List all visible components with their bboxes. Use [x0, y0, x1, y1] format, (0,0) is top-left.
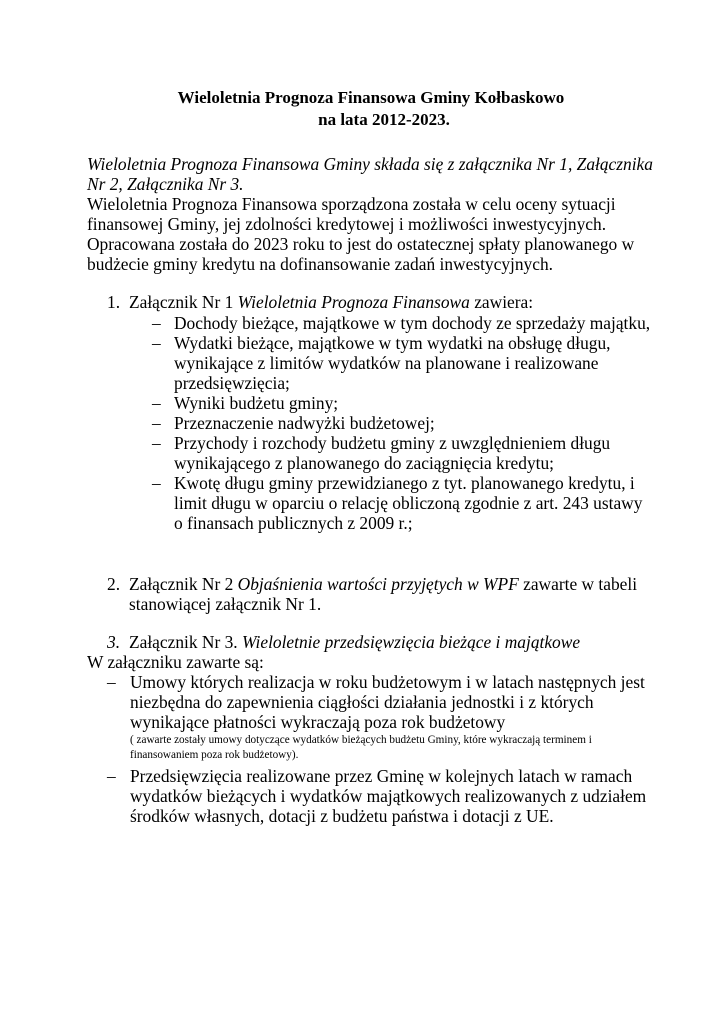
item-number: 2. — [107, 574, 121, 594]
dash-bullet: – — [107, 672, 116, 692]
list-item-text: Umowy których realizacja w roku budżetowym i w latach następnych jest niezbędna do zapewnienia ciągłości działania jednostki i z których wynikające płatności wykraczają poza rok budżetowy — [130, 672, 645, 732]
dash-bullet: – — [152, 433, 161, 453]
list-item — [152, 433, 652, 473]
list-item-text: Wyniki budżetu gminy; — [174, 393, 339, 413]
list-item-text: Wydatki bieżące, majątkowe w tym wydatki na obsługę długu, wynikające z limitów wydatków na planowane i realizowane przedsięwzięcia; — [174, 333, 611, 393]
intro-paragraph: Wieloletnia Prognoza Finansowa sporządzona została w celu oceny sytuacji finansowej Gminy, jej zdolności kredytowej i możliwości inwestycyjnych. Opracowana została do 2023 roku to jest do ostatecznej spłaty planowanego w budżecie gminy kredytu na dofinansowanie zadań inwestycyjnych. — [87, 194, 635, 274]
attachment-label: Załącznik Nr 3. — [129, 632, 242, 652]
list-item — [107, 766, 647, 826]
attachment-suffix: zawiera: — [469, 292, 534, 312]
attachment-3-intro: W załączniku zawarte są: — [87, 652, 264, 672]
list-item — [152, 473, 652, 533]
list-item-text: Przeznaczenie nadwyżki budżetowej; — [174, 413, 435, 433]
attachment-name: Objaśnienia wartości przyjętych w WPF — [237, 574, 519, 594]
attachment-label: Załącznik Nr 1 — [129, 292, 238, 312]
attachment-suffix: zawarte w tabeli — [518, 574, 638, 594]
attachment-name: Wieloletnia Prognoza Finansowa — [237, 292, 470, 312]
dash-bullet: – — [152, 473, 161, 493]
attachment-3-contents-list — [107, 672, 647, 826]
list-item-text: Dochody bieżące, majątkowe w tym dochody ze sprzedaży majątku, — [174, 313, 651, 333]
list-item — [152, 333, 652, 393]
item-number: 3. — [107, 632, 121, 652]
dash-bullet: – — [152, 313, 161, 333]
document-subtitle: na lata 2012-2023. — [318, 110, 450, 129]
document-title: Wieloletnia Prognoza Finansowa Gminy Kołbaskowo — [177, 88, 565, 107]
dash-bullet: – — [152, 333, 161, 353]
intro-italic-paragraph: Wieloletnia Prognoza Finansowa Gminy składa się z załącznika Nr 1, Załącznika Nr 2, Załącznika Nr 3. — [87, 154, 653, 194]
list-item — [107, 672, 647, 763]
list-item — [152, 313, 652, 333]
list-item — [152, 413, 652, 433]
attachment-label: Załącznik Nr 2 — [129, 574, 238, 594]
list-item — [152, 393, 652, 413]
list-item-text: Przychody i rozchody budżetu gminy z uwzględnieniem długu wynikającego z planowanego do zaciągnięcia kredytu; — [174, 433, 611, 473]
dash-bullet: – — [152, 393, 161, 413]
attachment-name: Wieloletnie przedsięwzięcia bieżące i majątkowe — [242, 632, 581, 652]
dash-bullet: – — [107, 766, 116, 786]
contracts-note: ( zawarte zostały umowy dotyczące wydatków bieżących budżetu Gminy, które wykraczają terminem i finansowaniem poza rok budżetowy). — [130, 734, 592, 761]
dash-bullet: – — [152, 413, 161, 433]
list-item-text: Przedsięwzięcia realizowane przez Gminę w kolejnych latach w ramach wydatków bieżących i wydatków majątkowych realizowanych z udziałem środków własnych, dotacji z budżetu państwa i dotacji z UE. — [130, 766, 647, 826]
item-number: 1. — [107, 292, 121, 312]
attachment-1-contents-list — [152, 313, 652, 533]
list-item-text: Kwotę długu gminy przewidzianego z tyt. planowanego kredytu, i limit długu w oparciu o relację obliczoną zgodnie z art. 243 ustawy o finansach publicznych z 2009 r.; — [174, 473, 643, 533]
attachment-2-continuation: stanowiącej załącznik Nr 1. — [129, 594, 322, 614]
